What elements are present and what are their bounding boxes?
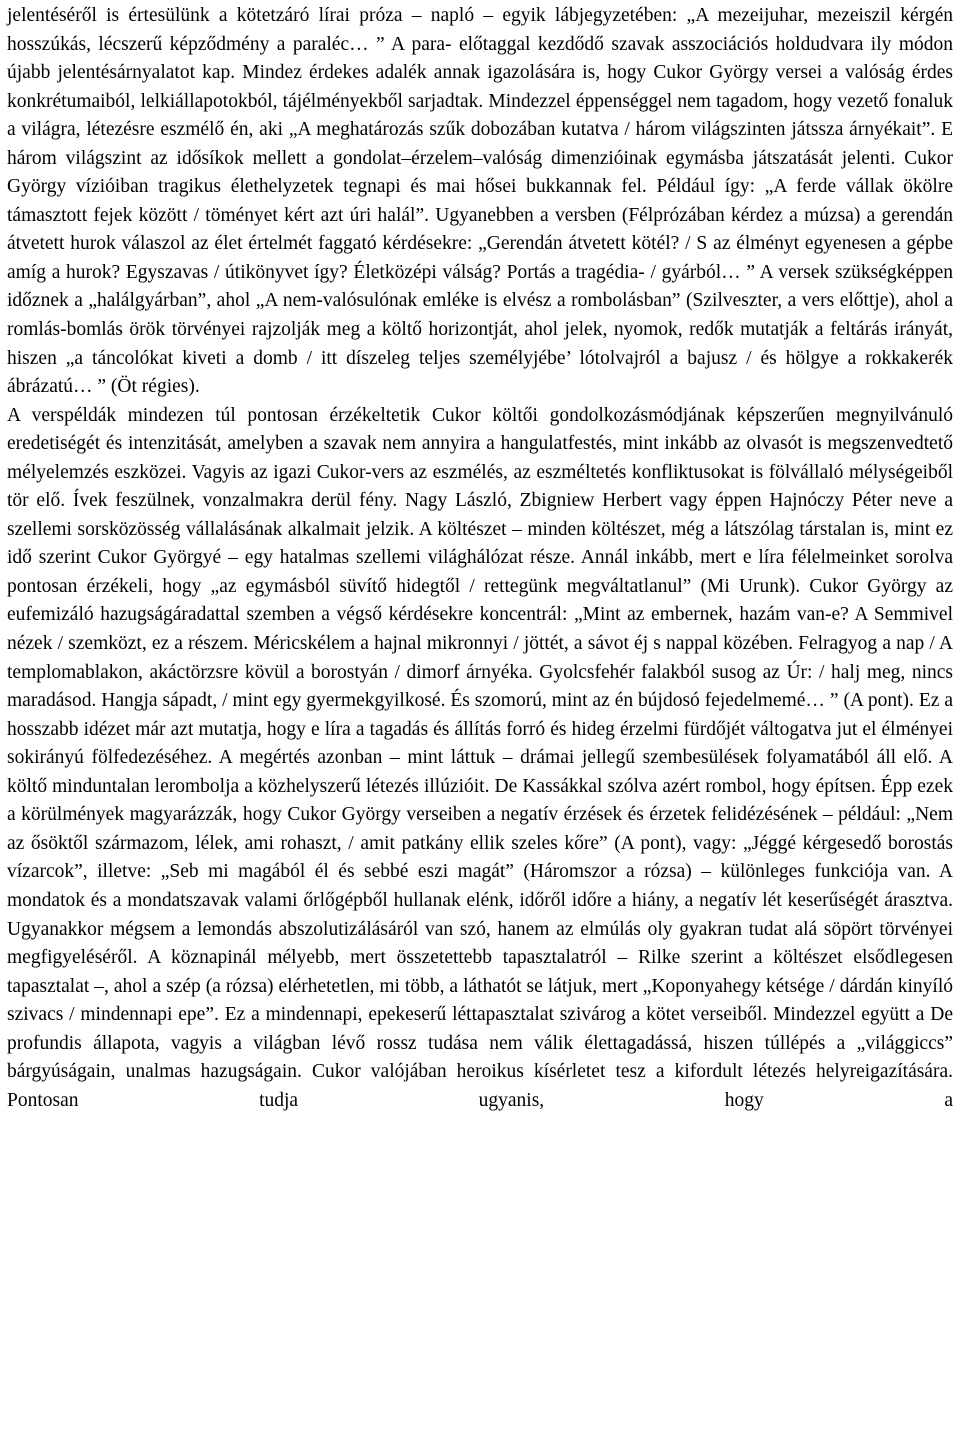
paragraph-2: A verspéldák mindezen túl pontosan érzékeltetik Cukor költői gondolkozásmódjának képszerűen megnyilvánuló eredetiségét és intenzitását, amelyben a szavak nem annyira a hangulatfestés, mint inkább az olvasót is megszenvedtető mélyelemzés eszközei. Vagyis az igazi Cukor-vers az eszmélés, az eszméltetés konfliktusokat is fölvállaló mélységeiből tör elő. Ívek feszülnek, vonzalmakra derül fény. Nagy László, Zbigniew Herbert vagy éppen Hajnóczy Péter neve a szellemi sorsközösség vállalásának alkalmait jelzik. A költészet – minden költészet, még a látszólag társtalan is, mint ez idő szerint Cukor Györgyé – egy hatalmas szellemi világhálózat része. Annál inkább, mert e líra félelmeinket sorolva pontosan érzékeli, hogy „az egymásból süvítő hidegtől / rettegünk megváltatlanul” (Mi Urunk). Cukor György az eufemizáló hazugságáradattal szemben a végső kérdésekre koncentrál: „Mint az embernek, hazám van-e? A Semmivel nézek / szemközt, ez a részem. Méricskélem a hajnal mikronnyi / jöttét, a sávot éj s nappal közében. Felragyog a nap / A templomablakon, akáctörzsre kövül a borostyán / dimorf árnyéka. Gyolcsfehér falakból susog az Úr: / halj meg, nincs maradásod. Hangja sápadt, / mint egy gyermekgyilkosé. És szomorú, mint az én bújdosó fejedelmemé… ” (A pont). Ez a hosszabb idézet már azt mutatja, hogy e líra a tagadás és állítás forró és hideg érzelmi fürdőjét váltogatva jut el élményei sokirányú fölfedezéséhez. A megértés azonban – mint láttuk – drámai jellegű szembesülések folyamatából áll elő. A költő minduntalan lerombolja a közhelyszerű létezés illúzióit. De Kassákkal szólva azért rombol, hogy építsen. Épp ezek a körülmények magyarázzák, hogy Cukor György verseiben a negatív érzések és érzetek felidézésének – például: „Nem az ősöktől származom, lélek, ami rohaszt, / amit patkány ellik szeles kőre” (A pont), vagy: „Jéggé kérgesedő borostás vízarcok”, illetve: „Seb mi magából él és sebbé eszi magát” (Háromszor a rózsa) – különleges funkciója van. A mondatok és a mondatszavak valami őrlőgépből hullanak elénk, időről időre a hiány, a negatív lét keserűségét árasztva. Ugyanakkor mégsem a lemondás abszolutizálásáról van szó, hanem az elmúlás oly gyakran tudat alá söpört törvényei megfigyeléséről. A köznapinál mélyebb, mert összetettebb tapasztalatról – Rilke szerint a költészet elsődlegesen tapasztalat –, ahol a szép (a rózsa) elérhetetlen, mi több, a láthatót se látjuk, mert „Koponyahegy kétsége / dárdán kinyíló szivacs / mindennapi epe”. Ez a mindennapi, epekeserű léttapasztalat szivárog a kötet verseiből. Mindezzel együtt a De profundis állapota, vagyis a világban lévő rossz tudása nem válik élettagadássá, hiszen túllépés a „világgiccs” bárgyúságain, unalmas hazugságain. Cukor valójában heroikus kísérletet tesz a kifordult létezés helyreigazítására. Pontosan tudja ugyanis, hogy a [7,404,953,1111]
paragraph-1: jelentéséről is értesülünk a kötetzáró lírai próza – napló – egyik lábjegyzetében: „A mezeijuhar, mezeiszil kérgén hosszúkás, lécszerű képződmény a paraléc… ” A para- előtaggal kezdődő szavak asszociációs holdudvara ily módon újabb jelentésárnyalatot kap. Mindez érdekes adalék annak igazolására is, hogy Cukor György versei a valóság érdes konkrétumaiból, lelkiállapotokból, tájélményekből sarjadtak. Mindezzel éppenséggel nem tagadom, hogy vezető fonaluk a világra, létezésre eszmélő én, aki „A meghatározás szűk dobozában kutatva / három világszinten játssza árnyékait”. E három világszint az idősíkok mellett a gondolat–érzelem–valóság dimenzióinak egymásba játszatását jelenti. Cukor György vízióiban tragikus élethelyzetek tegnapi és mai hősei bukkannak fel. Például így: „A ferde vállak ökölre támasztott fejek között / töményet kért azt úri halál”. Ugyanebben a versben (Félprózában kérdez a múzsa) a gerendán átvetett hurok válaszol az élet értelmét faggató kérdésekre: „Gerendán átvetett kötél? / S az élményt egyenesen a gépbe amíg a hurok? Egyszavas / útikönyvet így? Életközépi válság? Portás a tragédia- / gyárból… ” A versek szükségképpen időznek a „halálgyárban”, ahol „A nem-valósulónak emléke is elvész a rombolásban” (Szilveszter, a vers előttje), ahol a romlás-bomlás örök törvényei rajzolják meg a költő horizontját, ahol jelek, nyomok, redők mutatják a feltárás irányát, hiszen „a táncolókat kiveti a domb / itt díszeleg teljes személyjébe’ lótolvajról a bajusz / és hölgye a rokkakerék ábrázatú… ” (Öt régies). [7,5,953,398]
